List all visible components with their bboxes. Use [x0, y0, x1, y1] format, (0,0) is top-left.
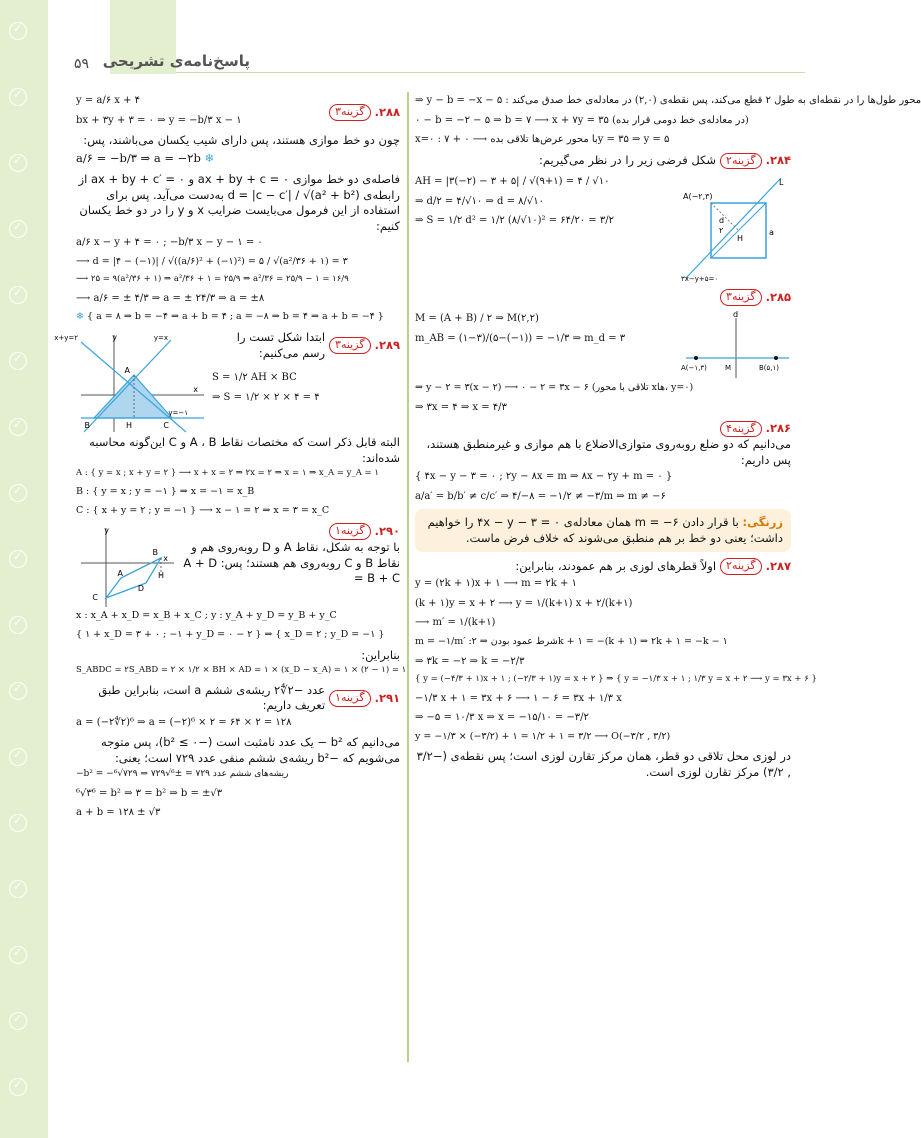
point-a-label: A(−۱,۳): [681, 364, 707, 373]
equation: a = (−۲∜۲)⁶ ⇒ a = (−۲)⁶ × ۲ = ۶۴ × ۲ = ۱۲۸: [76, 716, 292, 728]
equation: ⟶ ۲۵ = ۹(a²/۳۶ + ۱) ⇒ a²/۳۶ + ۱ = ۲۵/۹ ⇒ a²/۳۶ = ۲۵/۹ − ۱ = ۱۶/۹: [76, 274, 349, 285]
question-290: [76, 523, 407, 677]
equation: ⇒ ۳k = −۲ ⇒ k = −۲/۳: [415, 655, 525, 667]
top-equations: [415, 94, 921, 147]
check-circle-icon: [9, 682, 27, 700]
equation: ⇒ ۳x = ۴ ⇒ x = ۴/۳: [415, 402, 507, 413]
answer-badge: گزینه۱: [329, 690, 371, 707]
check-circle-icon: [9, 22, 27, 40]
line-equation-label: ۳x−y+۵=۰: [681, 275, 719, 284]
check-circle-icon: [9, 1078, 27, 1096]
segment-diagram: [681, 310, 791, 380]
equation: −۱/۳ x + ۱ = ۳x + ۶ ⟶ ۱ − ۶ = ۳x + ۱/۳ x: [415, 692, 622, 704]
question-284: [415, 153, 791, 284]
point-b-label: B: [84, 421, 90, 431]
check-circle-icon: [9, 946, 27, 964]
answer-badge: گزینه۴: [720, 421, 762, 438]
question-text: عدد −۲∜۲ ریشه‌ی ششم a است، بنابراین طبق تعریف داریم:: [98, 682, 326, 713]
question-header: [415, 558, 791, 575]
question-287: [415, 558, 817, 780]
axis-x-label: x: [163, 554, 168, 564]
page-number: ۵۹: [74, 56, 90, 72]
equation: { y = (−۴/۳ + ۱)x + ۱ ; (−۲/۳ + ۱)y = x + ۲ } ⇒ { y = −۱/۳ x + ۱ ; ۱/۳ y = x + ۲ ⟶ y = ۳x + ۶ }: [415, 674, 817, 685]
tip-text: با قرار دادن m = −۶ همان معادله‌ی ۴x − y − ۳ = ۰ را خواهیم داشت؛ یعنی دو خط بر هم منطبق می‌شوند که خلاف فرض ماست.: [427, 515, 783, 545]
question-number: ۲۹۰.: [374, 523, 400, 538]
answer-badge: گزینه۱: [329, 523, 371, 540]
column-separator: [407, 92, 409, 1062]
answer-badge: گزینه۳: [329, 104, 371, 121]
question-number: ۲۸۹.: [374, 337, 400, 352]
question-header: [212, 330, 400, 361]
equation: ⇒ y − ۲ = ۳(x − ۲) ⟶ ۰ − ۲ = ۳x − ۶ (تلاقی با محور xها، y=۰): [415, 382, 694, 394]
question-header: [76, 683, 400, 714]
check-circle-icon: [9, 1012, 27, 1030]
question-286: [415, 421, 791, 504]
tip-note: [415, 509, 791, 552]
equation: A : { y = x ; x + y = ۲ } ⟶ x + x = ۲ ⇒ ۲x = ۲ ⇒ x = ۱ ⇒ x_A = y_A = ۱: [76, 468, 379, 479]
parallelogram-diagram: [76, 523, 176, 608]
equation: B : { y = x ; y = −۱ } ⇒ x = −۱ = x_B: [76, 485, 255, 497]
equation: x : x_A + x_D = x_B + x_C ; y : y_A + y_D = y_B + y_C: [76, 610, 337, 622]
question-288: [76, 92, 400, 324]
equation: [76, 151, 400, 167]
explanation-text: فاصله‌ی دو خط موازی ax + by + c = ۰ و ax + by + c′ = ۰ از رابطه‌ی d = |c − c′| / √(a² + b²) به‌دست می‌آید. پس برای استفاده از این فرمول می‌بایست ضرایب x و y را در دو خط یکسان کنیم:: [78, 172, 400, 233]
explanation-text: می‌دانیم که b² − یک عدد نامثبت است (−b² ≤ ۰)، پس متوجه می‌شویم که −b² ریشه‌ی ششم منفی عدد ۷۲۹ است؛ یعنی:: [101, 735, 400, 765]
equation: ۰ − b = −۲ − ۵ ⇒ b = ۷ ⟶ x + ۷y = ۳۵ (در معادله‌ی خط دومی قرار بده): [415, 114, 749, 126]
line-label: x+y=۲: [54, 334, 78, 343]
point-h-label: H: [737, 234, 744, 244]
axis-x-label: x: [193, 385, 198, 395]
question-text: اولاً قطرهای لوزی بر هم عمودند، بنابراین:: [515, 559, 717, 574]
triangle-diagram: [54, 330, 206, 435]
tip-title: زرنگی:: [742, 515, 783, 530]
answer-badge: گزینه۳: [329, 337, 371, 354]
question-header: [415, 153, 791, 170]
question-285: [415, 289, 791, 414]
answer-badge: گزینه۲: [720, 153, 762, 170]
point-c-label: C: [163, 421, 169, 431]
equation: ⟶ a/۶ = ± ۴/۳ ⇒ a = ± ۲۴/۳ ⇒ a = ±۸: [76, 292, 265, 304]
point-a-label: A: [117, 569, 123, 579]
check-circle-icon: [9, 418, 27, 436]
question-text: شکل فرضی زیر را در نظر می‌گیریم:: [538, 153, 717, 168]
check-circle-icon: [9, 616, 27, 634]
equation: y = (۲k + ۱)x + ۱ ⟶ m = ۲k + ۱: [415, 578, 577, 590]
equation: bx + ۳y + ۳ = ۰ ⇒ y = −b/۳ x − ۱: [76, 114, 242, 126]
equation: ⇒ y − b = −x − ۵ : محور طول‌ها را در نقطه‌ای به طول ۲ قطع می‌کند، پس نقطه‌ی (۲,۰) در معادله‌ی خط صدق می‌کند: [415, 95, 921, 106]
equation: [76, 311, 400, 324]
equation: ⟶ m′ = ۱/(k+۱): [415, 617, 496, 629]
equation: ⇒ −۵ = ۱۰/۳ x ⇒ x = −۱۵/۱۰ = −۳/۲: [415, 712, 589, 724]
question-number: ۲۸۴.: [765, 153, 791, 168]
equation: a/a′ = b/b′ ≠ c/c′ ⇒ ۴/−۸ = −۱/۲ ≠ −۳/m ⇒ m ≠ −۶: [415, 490, 666, 502]
line-label: y=x: [153, 334, 168, 343]
snowflake-icon: ❄: [204, 150, 215, 165]
side-a-label: a: [769, 228, 774, 238]
point-c-label: C: [92, 593, 98, 603]
equation: ⇒ S = ۱/۲ × ۲ × ۴ = ۴: [212, 391, 320, 403]
equation: m_AB = (۱−۳)/(۵−(−۱)) = −۱/۳ ⇒ m_d = ۳: [415, 332, 626, 344]
page-title: پاسخ‌نامه‌ی تشریحی: [102, 52, 250, 70]
d-half-label: ۲: [719, 226, 724, 236]
point-a-label: A: [124, 366, 130, 376]
axis-y-label: y: [112, 333, 117, 343]
explanation-text: بنابراین:: [361, 647, 400, 662]
check-circle-icon: [9, 550, 27, 568]
equation: C : { x + y = ۲ ; y = −۱ } ⟶ x − ۱ = ۲ ⇒ x = ۳ = x_C: [76, 504, 330, 516]
line-d-label: d: [733, 310, 739, 320]
right-column: [415, 92, 921, 786]
equation: y = −۱/۳ × (−۳/۲) + ۱ = ۱/۲ + ۱ = ۳/۲ ⟶ O(−۳/۲ , ۳/۲): [415, 730, 671, 742]
point-b-label: B(۵,۱): [759, 364, 780, 373]
snowflake-icon: ❄: [76, 311, 84, 323]
check-circle-icon: [9, 88, 27, 106]
equation: m = −۱/m′ :شرط عمود بودن ⇒ ۲k + ۱ = −(k + ۱) ⇒ ۲k + ۱ = −k − ۱: [415, 635, 728, 647]
d-label: d: [719, 216, 725, 226]
point-d-label: D: [137, 584, 144, 594]
line-l-label: L: [779, 178, 784, 188]
question-text: می‌دانیم که دو ضلع روبه‌روی متوازی‌الاضلاع با هم موازی و غیرمنطبق هستند، پس داریم:: [426, 437, 791, 467]
check-circle-icon: [9, 814, 27, 832]
equation: (k + ۱)y = x + ۲ ⟶ y = ۱/(k+۱) x + ۲/(k+۱): [415, 597, 633, 609]
point-h-label: H: [125, 421, 132, 431]
answer-badge: گزینه۲: [720, 558, 762, 575]
equation: { ۴x − y − ۳ = ۰ ; ۲y − ۸x = m ⇒ ۸x − ۲y + m = ۰ }: [415, 471, 673, 483]
question-header: [329, 92, 400, 133]
question-header: [415, 421, 791, 438]
question-number: ۲۹۱.: [374, 690, 400, 705]
check-circle-icon: [9, 352, 27, 370]
equation: S_ABDC = ۲S_ABD = ۲ × ۱/۲ × BH × AD = ۱ × (x_D − x_A) = ۱ × (۲ − ۱) = ۱: [76, 665, 407, 676]
check-circle-icon: [9, 748, 27, 766]
question-289: [54, 330, 400, 517]
explanation-text: البته قابل ذکر است که مختصات نقاط A ، B و C این‌گونه محاسبه شده‌اند:: [89, 435, 400, 465]
equation: x=۰ : با محور عرض‌ها تلاقی بده ⟶ ۰ + ۷y = ۳۵ ⇒ y = ۵: [415, 134, 670, 145]
equation: y = a/۶ x + ۴: [76, 95, 141, 106]
line-label: y=−۱: [168, 409, 188, 418]
question-number: ۲۸۶.: [765, 421, 791, 436]
question-header: [415, 289, 791, 306]
equation-text: a/۶ = −b/۳ ⇒ a = −۲b: [76, 150, 201, 165]
equation: ⇒ d/۲ = ۴/√۱۰ ⇒ d = ۸/√۱۰: [415, 195, 545, 207]
check-circle-icon: [9, 880, 27, 898]
left-margin-band: [0, 0, 48, 1138]
left-column: [54, 92, 407, 826]
question-text: با توجه به شکل، نقاط A و D روبه‌روی هم و نقاط B و C روبه‌روی هم هستند؛ پس: A + D = B + C: [183, 540, 400, 586]
page-header: [48, 0, 805, 80]
equation: a + b = ۱۲۸ ± √۳: [76, 807, 161, 819]
question-number: ۲۸۷.: [765, 559, 791, 574]
point-b-label: B: [152, 548, 158, 558]
check-circle-icon: [9, 286, 27, 304]
equation: ⟶ d = |۴ − (−۱)| / √((a/۶)² + (−۱)²) = ۵ / √(a²/۳۶ + ۱) = ۳: [76, 255, 348, 267]
conclusion-text: در لوزی محل تلاقی دو قطر، همان مرکز تقارن لوزی است؛ پس نقطه‌ی (−۳/۲ , ۳/۲) مرکز تقارن لوزی است.: [416, 749, 791, 779]
equation: AH = |۳(−۲) − ۳ + ۵| / √(۹+۱) = ۴ / √۱۰: [415, 176, 610, 188]
question-291: [76, 683, 400, 820]
equation: ⇒ S = ۱/۲ d² = ۱/۲ (۸/√۱۰)² = ۶۴/۲۰ = ۳/۲: [415, 215, 614, 227]
square-diagram: [681, 173, 791, 283]
equation: S = ۱/۲ AH × BC: [212, 372, 297, 384]
equation: M = (A + B) / ۲ ⇒ M(۲,۲): [415, 313, 539, 325]
axis-y-label: y: [104, 526, 109, 536]
equation: ⁶√۳⁶ = b² ⇒ ۳ = b² ⇒ b = ±√۳: [76, 787, 223, 799]
point-h-label: H: [157, 571, 164, 581]
point-a-label: A(−۲,۳): [683, 192, 713, 202]
check-circle-icon: [9, 220, 27, 238]
equation: a/۶ x − y + ۴ = ۰ ; −b/۳ x − y − ۱ = ۰: [76, 237, 263, 249]
question-text: ابتدا شکل تست را رسم می‌کنیم:: [236, 330, 326, 360]
point-m-label: M: [725, 364, 732, 373]
explanation-text: چون دو خط موازی هستند، پس دارای شیب یکسان می‌باشند، پس:: [83, 133, 400, 147]
check-circle-icon: [9, 154, 27, 172]
equation: { ۱ + x_D = ۳ + ۰ ; −۱ + y_D = ۰ − ۲ } ⇒ { x_D = ۲ ; y_D = −۱ }: [76, 629, 385, 641]
equation: −b² = −⁶√۷۲۹ ⇒ ریشه‌های ششم عدد ۷۲۹ = ±⁶√۷۲۹: [76, 769, 289, 780]
answer-badge: گزینه۳: [720, 289, 762, 306]
equation-text: { a = ۸ ⇒ b = −۴ ⇒ a + b = ۴ ; a = −۸ ⇒ b = ۴ ⇒ a + b = −۴ }: [87, 311, 384, 323]
question-header: [182, 523, 400, 540]
header-rule: [176, 72, 805, 73]
check-circle-icon: [9, 484, 27, 502]
question-number: ۲۸۵.: [765, 290, 791, 304]
question-number: ۲۸۸.: [374, 104, 400, 119]
